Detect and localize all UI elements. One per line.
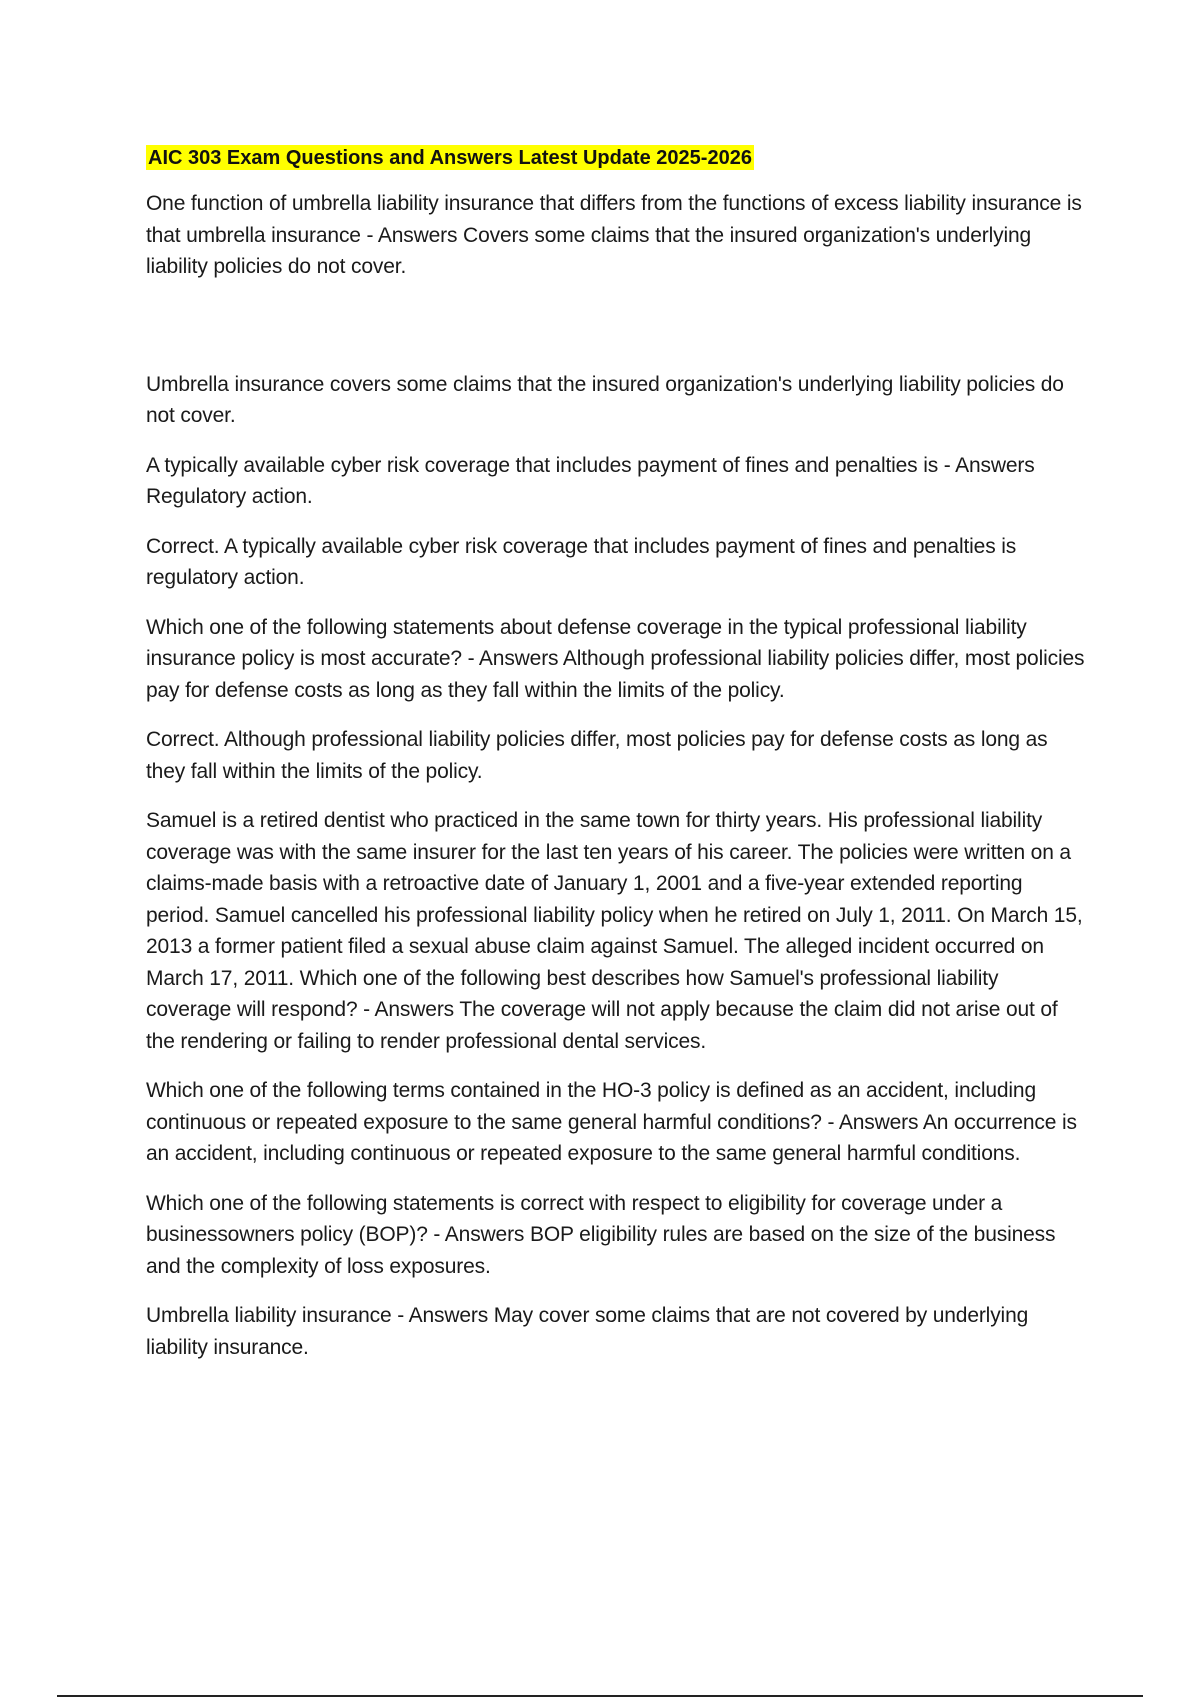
document-body bbox=[146, 145, 1086, 1381]
title-row bbox=[146, 145, 1086, 188]
paragraph-3: A typically available cyber risk coverage that includes payment of fines and penalties is - Answers Regulatory action. bbox=[146, 453, 1035, 508]
paragraph-10: Umbrella liability insurance - Answers May cover some claims that are not covered by underlying liability insurance. bbox=[146, 1304, 1029, 1359]
paragraph-7: Samuel is a retired dentist who practiced in the same town for thirty years. His professional liability coverage was with the same insurer for the last ten years of his career. The policies were written on a claims-made basis with a retroactive date of January 1, 2001 and a five-year extended reporting period. Samuel cancelled his professional liability policy when he retired on July 1, 2011. On March 15, 2013 a former patient filed a sexual abuse claim against Samuel. The alleged incident occurred on March 17, 2011. Which one of the following best describes how Samuel's professional liability coverage will respond? - Answers The coverage will not apply because the claim did not arise out of the rendering or failing to render professional dental services. bbox=[146, 809, 1083, 1053]
paragraph-4: Correct. A typically available cyber risk coverage that includes payment of fines and penalties is regulatory action. bbox=[146, 534, 1017, 589]
footer-divider bbox=[57, 1695, 1143, 1697]
document-title: AIC 303 Exam Questions and Answers Latest Update 2025-2026 bbox=[148, 147, 752, 169]
paragraph-9: Which one of the following statements is correct with respect to eligibility for coverage under a businessowners policy (BOP)? - Answers BOP eligibility rules are based on the size of the business and the complexity of loss exposures. bbox=[146, 1191, 1056, 1278]
paragraph-1: One function of umbrella liability insurance that differs from the functions of excess liability insurance is that umbrella insurance - Answers Covers some claims that the insured organization's underlying liability policies do not cover. bbox=[146, 192, 1082, 278]
paragraph-2: Umbrella insurance covers some claims that the insured organization's underlying liability policies do not cover. bbox=[146, 372, 1064, 427]
paragraph-8: Which one of the following terms contained in the HO-3 policy is defined as an accident, including continuous or repeated exposure to the same general harmful conditions? - Answers An occurrence is an accident, including continuous or repeated exposure to the same general harmful conditions. bbox=[146, 1079, 1077, 1165]
paragraph-5: Which one of the following statements about defense coverage in the typical professional liability insurance policy is most accurate? - Answers Although professional liability policies differ, most policies pay for defense costs as long as they fall within the limits of the policy. bbox=[146, 615, 1085, 702]
paragraph-6: Correct. Although professional liability policies differ, most policies pay for defense costs as long as they fall within the limits of the policy. bbox=[146, 728, 1048, 783]
